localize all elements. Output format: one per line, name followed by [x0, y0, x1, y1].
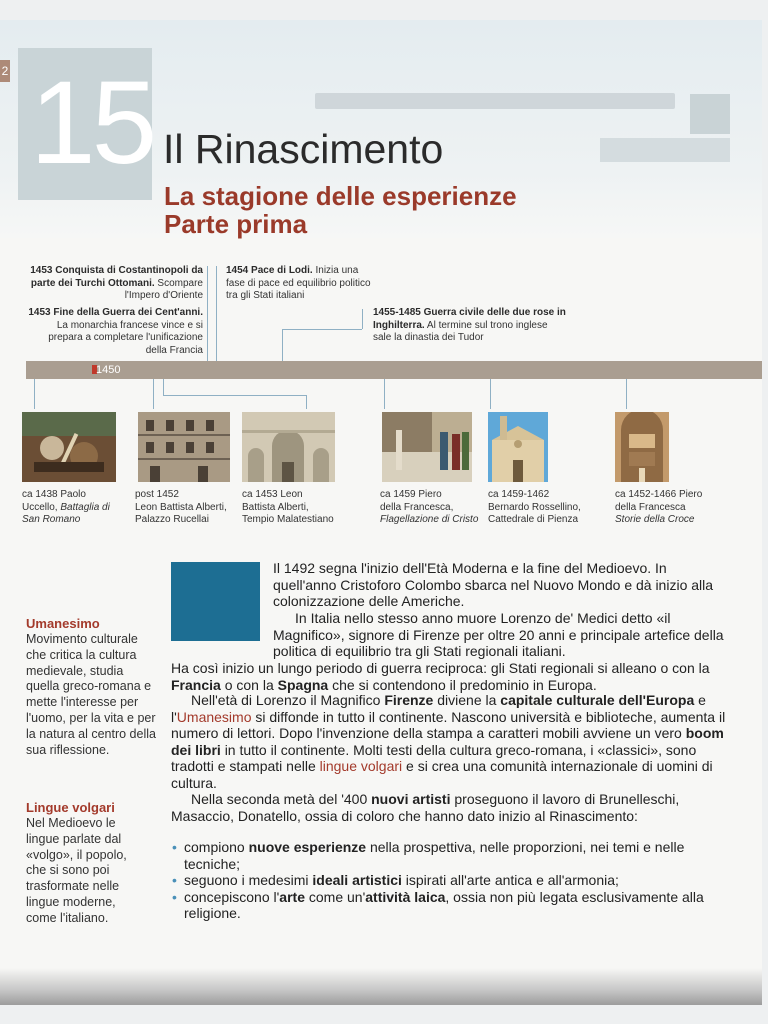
- connector-line: [216, 266, 217, 361]
- palazzo-facade-image: [138, 412, 230, 482]
- timeline-bar: [26, 361, 762, 379]
- artwork-caption: ca 1453 Leon Battista Alberti, Tempio Malatestiano: [242, 489, 334, 525]
- glossary-lingue-text: Nel Medioevo le lingue parlate dal «volgo», il popolo, che si sono poi trasformate nelle lingue moderne, come l'italiano.: [26, 816, 127, 925]
- flagellation-painting-image: [382, 412, 472, 482]
- subtitle-line-1: La stagione delle esperienze: [164, 181, 517, 211]
- paragraph-florence: Nell'età di Lorenzo il Magnifico Firenze diviene la capitale culturale dell'Europa e l'Umanesimo si diffonde in tutto il continente. Nascono università e biblioteche, aumenta il numero di lettori. Dopo l'invenzione della stampa a caratteri mobili avviene un vero boom dei libri in tutto il continente. Molti testi della cultura greco-romana, i «classici», sono tradotti e stampati nelle lingue volgari e si crea una comunità internazionale di uomini di cultura.: [171, 692, 726, 791]
- temple-facade-image: [242, 412, 335, 482]
- artwork-connector: [153, 379, 154, 409]
- timeline-event-peace-of-lodi: 1454 Pace di Lodi. Inizia una fase di pace ed equilibrio politico tra gli Stati italiani: [226, 265, 371, 301]
- artwork-connector: [306, 395, 307, 409]
- artwork-connector: [163, 379, 164, 395]
- bullet-item: • concepiscono l'arte come un'attività laica, ossia non più legata esclusivamente alla religione.: [172, 889, 732, 922]
- bleed-through-icon: [690, 94, 730, 134]
- page-number: 2: [0, 60, 10, 82]
- connector-line: [282, 329, 283, 361]
- timeline-event-constantinople: 1453 Conquista di Costantinopoli da parte dei Turchi Ottomani. Scompare l'Impero d'Oriente: [30, 265, 203, 301]
- chapel-frescoes-image: [615, 412, 669, 482]
- artwork-connector: [626, 379, 627, 409]
- artwork-caption: ca 1452-1466 Piero della Francesca Storie della Croce: [615, 489, 703, 525]
- bleed-through-text: [600, 138, 730, 162]
- battle-painting-image: [22, 412, 116, 482]
- textbook-page: [0, 20, 762, 1005]
- artists-bullet-list: [172, 839, 732, 922]
- chapter-subtitle: [164, 182, 517, 238]
- artwork-caption: ca 1438 Paolo Uccello, Battaglia di San Romano: [22, 489, 110, 525]
- paragraph-wars: Ha così inizio un lungo periodo di guerra reciproca: gli Stati regionali si alleano o con la Francia o con la Spagna che si contendono il predominio in Europa.: [171, 660, 710, 693]
- connector-line: [207, 266, 208, 361]
- chapter-number: 15: [30, 57, 154, 189]
- subtitle-line-2: Parte prima: [164, 209, 308, 239]
- glossary-lingue-title: Lingue volgari: [26, 800, 115, 815]
- cathedral-facade-image: [488, 412, 548, 482]
- decorative-square: [171, 562, 260, 641]
- bleed-through-band: [315, 93, 675, 109]
- artwork-rucellai-image: [138, 412, 230, 482]
- glossary-umanesimo-title: Umanesimo: [26, 616, 100, 631]
- artwork-storie-croce-image: [615, 412, 669, 482]
- artwork-caption: ca 1459-1462 Bernardo Rossellino, Cattedrale di Pienza: [488, 489, 581, 525]
- artwork-connector: [34, 379, 35, 409]
- paragraph-new-artists: Nella seconda metà del '400 nuovi artisti proseguono il lavoro di Brunelleschi, Masaccio, Donatello, ossia di coloro che hanno dato inizio al Rinascimento:: [171, 791, 680, 824]
- glossary-umanesimo-text: Movimento culturale che critica la cultura medievale, studia quella greco-romana e mette l'interesse per l'uomo, per la vita e per la natura al centro della sua riflessione.: [26, 632, 156, 757]
- artwork-connector: [163, 395, 306, 396]
- artwork-caption: ca 1459 Piero della Francesca, Flagellazione di Cristo: [380, 489, 479, 525]
- paragraph-1492: Il 1492 segna l'inizio dell'Età Moderna e la fine del Medioevo. In quell'anno Cristoforo Colombo sbarca nel Nuovo Mondo e dà inizio alla colonizzazione delle Americhe.: [273, 560, 714, 610]
- connector-line: [282, 329, 362, 330]
- timeline-event-hundred-years-war: 1453 Fine della Guerra dei Cent'anni. La monarchia francese vince e si prepara a completare l'unificazione della Francia: [28, 307, 203, 356]
- page-bottom-shadow: [0, 968, 762, 1005]
- connector-line: [362, 309, 363, 329]
- artwork-connector: [490, 379, 491, 409]
- timeline-event-wars-of-roses: 1455-1485 Guerra civile delle due rose in Inghilterra. Al termine sul trono inglese sale la dinastia dei Tudor: [373, 307, 566, 343]
- artwork-malatestiano-image: [242, 412, 335, 482]
- timeline-year-label: 1450: [96, 364, 121, 376]
- artwork-caption: post 1452 Leon Battista Alberti, Palazzo Rucellai: [135, 489, 227, 525]
- artwork-flagellazione-image: [382, 412, 472, 482]
- bullet-item: • seguono i medesimi ideali artistici ispirati all'arte antica e all'armonia;: [172, 872, 732, 889]
- chapter-title: Il Rinascimento: [163, 126, 444, 172]
- artwork-pienza-image: [488, 412, 548, 482]
- artwork-battaglia-image: [22, 412, 116, 482]
- paragraph-lorenzo: In Italia nello stesso anno muore Lorenzo de' Medici detto «il Magnifico», signore di Firenze per oltre 20 anni e principale artefice della politica di equilibrio tra gli Stati regionali italiani.: [273, 610, 724, 660]
- artwork-connector: [384, 379, 385, 409]
- bullet-item: • compiono nuove esperienze nella prospettiva, nelle proporzioni, nei temi e nelle tecniche;: [172, 839, 732, 872]
